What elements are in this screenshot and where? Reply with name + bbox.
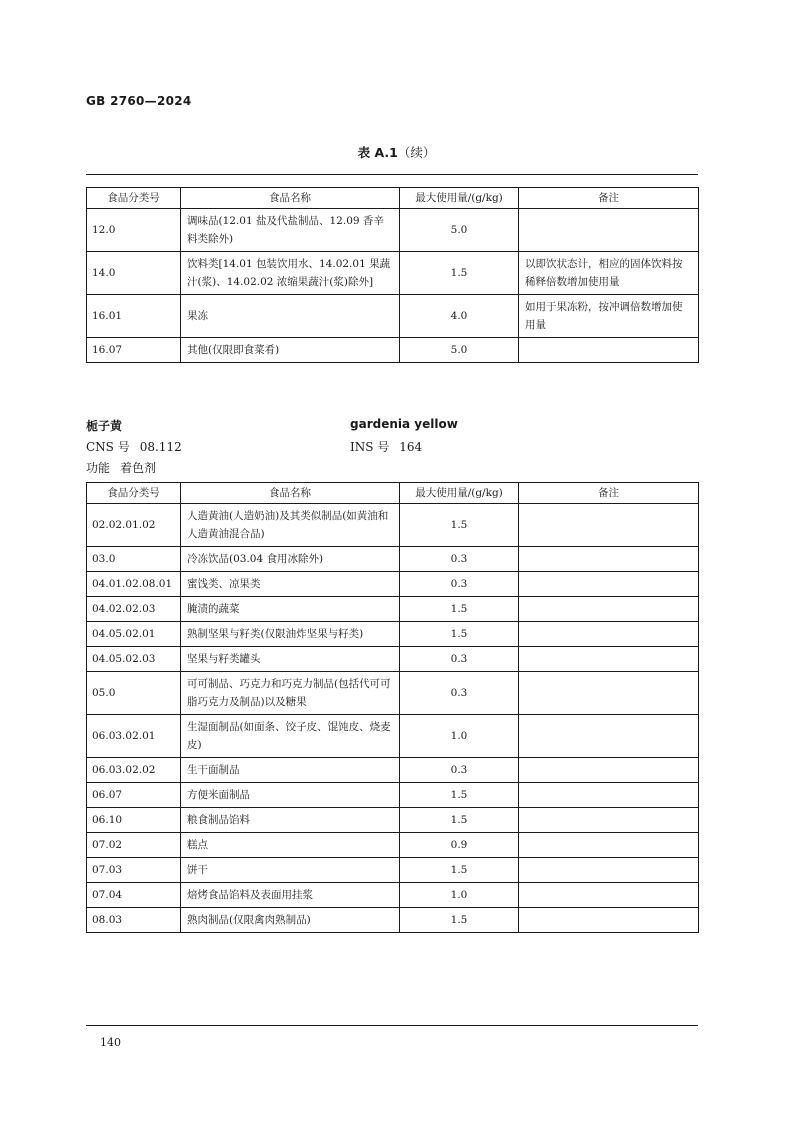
table-row	[87, 808, 699, 833]
row-max-usage: 1.0	[400, 883, 519, 908]
row-category-code: 07.04	[87, 883, 181, 908]
table-title	[0, 143, 793, 161]
row-category-code: 12.0	[87, 209, 181, 252]
row-max-usage: 0.3	[400, 758, 519, 783]
ins-value: 164	[399, 440, 423, 454]
row-food-name: 蜜饯类、凉果类	[181, 572, 400, 597]
row-max-usage: 1.5	[400, 908, 519, 933]
table-title-suffix: （续）	[397, 145, 436, 160]
row-food-name: 饮料类[14.01 包装饮用水、14.02.01 果蔬汁(浆)、14.02.02 浓缩果蔬汁(浆)除外]	[181, 252, 400, 295]
row-note	[519, 504, 699, 547]
table-row	[87, 547, 699, 572]
function-value: 着色剂	[120, 461, 157, 475]
row-food-name: 熟肉制品(仅限禽肉熟制品)	[181, 908, 400, 933]
row-max-usage: 1.5	[400, 597, 519, 622]
row-note	[519, 715, 699, 758]
additive-name-en: gardenia yellow	[350, 417, 458, 431]
row-max-usage: 1.5	[400, 783, 519, 808]
row-food-name: 坚果与籽类罐头	[181, 647, 400, 672]
row-note	[519, 833, 699, 858]
row-food-name: 其他(仅限即食菜肴)	[181, 338, 400, 363]
row-max-usage: 1.5	[400, 252, 519, 295]
row-category-code: 08.03	[87, 908, 181, 933]
row-food-name: 人造黄油(人造奶油)及其类似制品(如黄油和人造黄油混合品)	[181, 504, 400, 547]
table-row	[87, 597, 699, 622]
table-row	[87, 672, 699, 715]
usage-table-gardenia-yellow	[86, 482, 699, 933]
row-max-usage: 0.3	[400, 572, 519, 597]
row-category-code: 14.0	[87, 252, 181, 295]
table-row	[87, 295, 699, 338]
table-row	[87, 715, 699, 758]
row-category-code: 05.0	[87, 672, 181, 715]
column-header-code: 食品分类号	[87, 188, 181, 209]
row-note	[519, 547, 699, 572]
table-row	[87, 883, 699, 908]
row-max-usage: 1.5	[400, 858, 519, 883]
additive-name-zh: 栀子黄	[86, 419, 123, 433]
table-row	[87, 647, 699, 672]
column-header-code: 食品分类号	[87, 483, 181, 504]
row-note: 如用于果冻粉，按冲调倍数增加使用量	[519, 295, 699, 338]
row-max-usage: 0.3	[400, 647, 519, 672]
row-food-name: 焙烤食品馅料及表面用挂浆	[181, 883, 400, 908]
column-header-note: 备注	[519, 188, 699, 209]
row-note	[519, 338, 699, 363]
row-food-name: 方便米面制品	[181, 783, 400, 808]
row-food-name: 生湿面制品(如面条、饺子皮、馄饨皮、烧麦皮)	[181, 715, 400, 758]
row-category-code: 04.02.02.03	[87, 597, 181, 622]
row-note	[519, 858, 699, 883]
row-category-code: 04.05.02.01	[87, 622, 181, 647]
table-row	[87, 758, 699, 783]
table-row	[87, 338, 699, 363]
row-note	[519, 597, 699, 622]
row-food-name: 调味品(12.01 盐及代盐制品、12.09 香辛料类除外)	[181, 209, 400, 252]
row-note	[519, 758, 699, 783]
row-category-code: 06.03.02.02	[87, 758, 181, 783]
row-food-name: 果冻	[181, 295, 400, 338]
row-food-name: 饼干	[181, 858, 400, 883]
row-category-code: 06.10	[87, 808, 181, 833]
row-food-name: 腌渍的蔬菜	[181, 597, 400, 622]
table-title-main: 表 A.1	[357, 145, 398, 160]
row-food-name: 糕点	[181, 833, 400, 858]
column-header-name: 食品名称	[181, 188, 400, 209]
table-row	[87, 783, 699, 808]
row-max-usage: 0.3	[400, 547, 519, 572]
table-header-row	[87, 188, 699, 209]
row-max-usage: 5.0	[400, 209, 519, 252]
footer-rule	[86, 1025, 698, 1026]
additive-info	[86, 417, 698, 477]
row-max-usage: 5.0	[400, 338, 519, 363]
cns-value: 08.112	[139, 440, 182, 454]
row-food-name: 可可制品、巧克力和巧克力制品(包括代可可脂巧克力及制品)以及糖果	[181, 672, 400, 715]
row-category-code: 03.0	[87, 547, 181, 572]
row-max-usage: 1.0	[400, 715, 519, 758]
row-food-name: 冷冻饮品(03.04 食用冰除外)	[181, 547, 400, 572]
row-max-usage: 1.5	[400, 504, 519, 547]
row-food-name: 粮食制品馅料	[181, 808, 400, 833]
row-note	[519, 808, 699, 833]
table-row	[87, 833, 699, 858]
table-row	[87, 572, 699, 597]
table-row	[87, 858, 699, 883]
table-row	[87, 622, 699, 647]
table-row	[87, 209, 699, 252]
table-row	[87, 504, 699, 547]
row-note	[519, 647, 699, 672]
top-rule	[86, 174, 698, 175]
cns-label: CNS 号	[86, 440, 130, 454]
standard-id: GB 2760—2024	[86, 94, 192, 108]
table-row	[87, 908, 699, 933]
row-category-code: 07.03	[87, 858, 181, 883]
row-category-code: 07.02	[87, 833, 181, 858]
row-note	[519, 908, 699, 933]
usage-table-continued	[86, 187, 699, 363]
row-max-usage: 4.0	[400, 295, 519, 338]
row-category-code: 06.03.02.01	[87, 715, 181, 758]
row-category-code: 06.07	[87, 783, 181, 808]
table-header-row	[87, 483, 699, 504]
row-note	[519, 783, 699, 808]
column-header-max: 最大使用量/(g/kg)	[400, 188, 519, 209]
column-header-name: 食品名称	[181, 483, 400, 504]
row-food-name: 熟制坚果与籽类(仅限油炸坚果与籽类)	[181, 622, 400, 647]
row-note	[519, 672, 699, 715]
table-row	[87, 252, 699, 295]
row-food-name: 生干面制品	[181, 758, 400, 783]
function-label: 功能	[86, 461, 111, 475]
row-note	[519, 572, 699, 597]
row-note: 以即饮状态计，相应的固体饮料按稀释倍数增加使用量	[519, 252, 699, 295]
row-category-code: 16.01	[87, 295, 181, 338]
column-header-note: 备注	[519, 483, 699, 504]
row-max-usage: 0.9	[400, 833, 519, 858]
row-category-code: 04.05.02.03	[87, 647, 181, 672]
row-category-code: 16.07	[87, 338, 181, 363]
row-max-usage: 1.5	[400, 808, 519, 833]
row-note	[519, 209, 699, 252]
row-max-usage: 0.3	[400, 672, 519, 715]
row-category-code: 02.02.01.02	[87, 504, 181, 547]
row-max-usage: 1.5	[400, 622, 519, 647]
ins-label: INS 号	[350, 440, 390, 454]
column-header-max: 最大使用量/(g/kg)	[400, 483, 519, 504]
row-category-code: 04.01.02.08.01	[87, 572, 181, 597]
page-number: 140	[100, 1036, 121, 1049]
row-note	[519, 883, 699, 908]
row-note	[519, 622, 699, 647]
